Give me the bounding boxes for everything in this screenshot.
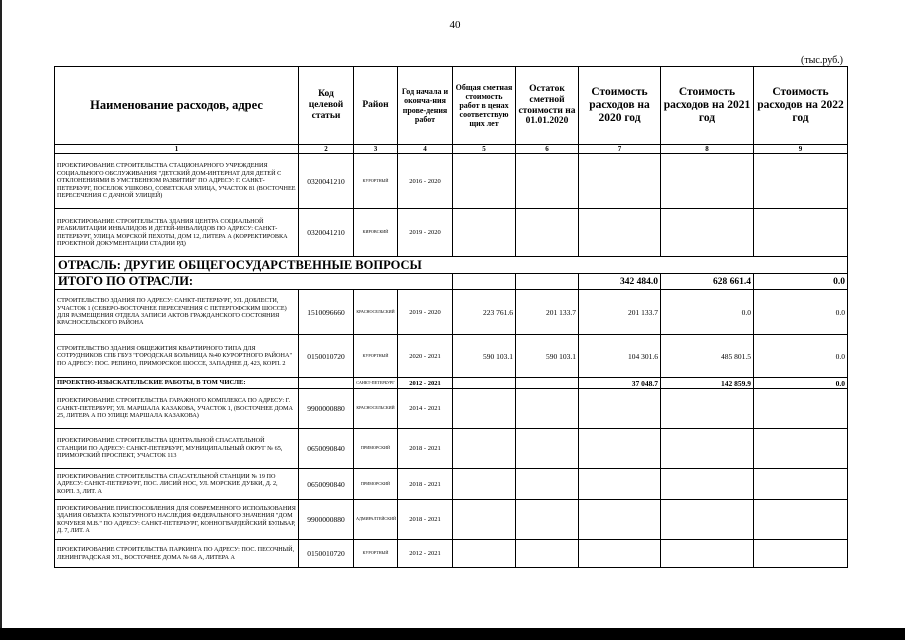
header-district: Район [354,67,398,145]
row-remaining [516,429,579,469]
header-remaining: Остаток сметной стоимости на 01.01.2020 [516,67,579,145]
table-row [55,389,848,429]
row-code: 0650090840 [299,469,354,500]
row-cost-2021: 0.0 [661,290,754,335]
row-cost-2020 [579,469,661,500]
industry-total-title: ИТОГО ПО ОТРАСЛИ: [55,274,453,290]
row-years: 2012 - 2021 [398,540,453,568]
row-district: КРАСНОСЕЛЬСКИЙ [354,389,398,429]
table-row [55,540,848,568]
row-district: КИРОВСКИЙ [354,209,398,257]
header-cost-2021: Стоимость расходов на 2021 год [661,67,754,145]
row-name: ПРОЕКТИРОВАНИЕ СТРОИТЕЛЬСТВА ПАРКИНГА ПО АДРЕСУ: ПОС. ПЕСОЧНЫЙ, ЛЕНИНГРАДСКАЯ УЛ., ВОСТОЧНЕЕ ДОМА № 68 А, ЛИТЕРА А [55,540,299,568]
row-total-cost [453,429,516,469]
row-remaining [516,389,579,429]
row-cost-2020: 201 133.7 [579,290,661,335]
subtotal-cost-2020: 37 048.7 [579,378,661,389]
table-row [55,335,848,378]
column-number: 1 [55,145,299,154]
row-total-cost [453,500,516,540]
row-name: ПРОЕКТИРОВАНИЕ СТРОИТЕЛЬСТВА СТАЦИОНАРНОГО УЧРЕЖДЕНИЯ СОЦИАЛЬНОГО ОБСЛУЖИВАНИЯ "ДЕТСКИЙ ДОМ-ИНТЕРНАТ ДЛЯ ДЕТЕЙ С ОТКЛОНЕНИЯМИ В УМСТВЕННОМ РАЗВИТИИ" ПО АДРЕСУ: Г. САНКТ-ПЕТЕРБУРГ, ПОСЕЛОК УШКОВО, СОВЕТСКАЯ УЛИЦА, УЧАСТОК 81 (ВОСТОЧНЕЕ ПЕРЕСЕЧЕНИЯ С ДАЧНОЙ УЛИЦЕЙ) [55,154,299,209]
row-name: СТРОИТЕЛЬСТВО ЗДАНИЯ ОБЩЕЖИТИЯ КВАРТИРНОГО ТИПА ДЛЯ СОТРУДНИКОВ СПБ ГБУЗ "ГОРОДСКАЯ БОЛЬНИЦА №40 КУРОРТНОГО РАЙОНА" ПО АДРЕСУ: ПОС. РЕПИНО, ПРИМОРСКОЕ ШОССЕ, ЗАПАДНЕЕ Д. 423, КОРП. 2 [55,335,299,378]
table-row [55,500,848,540]
column-number: 4 [398,145,453,154]
row-district: КУРОРТНЫЙ [354,540,398,568]
row-district: ПРИМОРСКИЙ [354,429,398,469]
row-remaining [516,469,579,500]
subtotal-cost-2022: 0.0 [754,378,848,389]
row-code: 1510096660 [299,290,354,335]
row-name: СТРОИТЕЛЬСТВО ЗДАНИЯ ПО АДРЕСУ: САНКТ-ПЕТЕРБУРГ, УЛ. ДОБЛЕСТИ, УЧАСТОК 1 (СЕВЕРО-ВОСТОЧНЕЕ ПЕРЕСЕЧЕНИЯ С ПЕТЕРГОФСКИМ ШОССЕ) ДЛЯ РАЗМЕЩЕНИЯ ОТДЕЛА ЗАПИСИ АКТОВ ГРАЖДАНСКОГО СОСТОЯНИЯ КРАСНОСЕЛЬСКОГО РАЙОНА [55,290,299,335]
page-number: 40 [449,19,461,31]
row-remaining: 201 133.7 [516,290,579,335]
column-number: 7 [579,145,661,154]
header-row [55,67,848,145]
row-cost-2022 [754,154,848,209]
row-cost-2021 [661,500,754,540]
row-cost-2020: 104 301.6 [579,335,661,378]
table-row [55,209,848,257]
industry-total-row [55,274,848,290]
industry-total-empty [453,274,516,290]
row-district: ПРИМОРСКИЙ [354,469,398,500]
scan-left-edge [0,0,2,628]
row-cost-2021: 485 801.5 [661,335,754,378]
row-cost-2021 [661,540,754,568]
units-label: (тыс.руб.) [800,55,843,66]
industry-total-2021: 628 661.4 [661,274,754,290]
scan-bottom-border [0,628,905,640]
row-cost-2022 [754,540,848,568]
row-name: ПРОЕКТИРОВАНИЕ СТРОИТЕЛЬСТВА ГАРАЖНОГО КОМПЛЕКСА ПО АДРЕСУ: Г. САНКТ-ПЕТЕРБУРГ, УЛ. МАРШАЛА КАЗАКОВА, УЧАСТОК 1, (ВОСТОЧНЕЕ ДОМА 25, ЛИТЕРА А ПО УЛИЦЕ МАРШАЛА КАЗАКОВА) [55,389,299,429]
subtotal-years: 2012 - 2021 [398,378,453,389]
column-number: 9 [754,145,848,154]
row-name: ПРОЕКТИРОВАНИЕ СТРОИТЕЛЬСТВА ЦЕНТРАЛЬНОЙ СПАСАТЕЛЬНОЙ СТАНЦИИ ПО АДРЕСУ: САНКТ-ПЕТЕРБУРГ, МУНИЦИПАЛЬНЫЙ ОКРУГ № 65, ПРИМОРСКИЙ ПРОСПЕКТ, УЧАСТОК 113 [55,429,299,469]
section-title: ОТРАСЛЬ: ДРУГИЕ ОБЩЕГОСУДАРСТВЕННЫЕ ВОПРОСЫ [55,257,848,274]
subtotal-code [299,378,354,389]
row-district: АДМИРАЛТЕЙСКИЙ [354,500,398,540]
row-cost-2021 [661,389,754,429]
row-cost-2022 [754,389,848,429]
row-total-cost [453,209,516,257]
row-cost-2021 [661,429,754,469]
row-cost-2021 [661,154,754,209]
column-number: 5 [453,145,516,154]
column-number: 6 [516,145,579,154]
row-remaining [516,540,579,568]
row-cost-2022 [754,429,848,469]
subtotal-cost-2021: 142 859.9 [661,378,754,389]
row-code: 0320041210 [299,209,354,257]
row-cost-2022: 0.0 [754,290,848,335]
row-name: ПРОЕКТИРОВАНИЕ СТРОИТЕЛЬСТВА СПАСАТЕЛЬНОЙ СТАНЦИИ № 19 ПО АДРЕСУ: САНКТ-ПЕТЕРБУРГ, ПОС. ЛИСИЙ НОС, УЛ. МОРСКИЕ ДУБКИ, Д. 2, КОРП. 3, ЛИТ. А [55,469,299,500]
row-total-cost: 223 761.6 [453,290,516,335]
header-name: Наименование расходов, адрес [55,67,299,145]
budget-table [54,66,848,568]
row-code: 0650090840 [299,429,354,469]
row-total-cost [453,540,516,568]
subtotal-total-cost [453,378,516,389]
row-cost-2020 [579,429,661,469]
row-total-cost [453,389,516,429]
header-cost-2020: Стоимость расходов на 2020 год [579,67,661,145]
row-total-cost [453,469,516,500]
section-row [55,257,848,274]
industry-total-empty [516,274,579,290]
row-remaining [516,209,579,257]
row-code: 9900000880 [299,500,354,540]
row-code: 0150010720 [299,335,354,378]
subtotal-remaining [516,378,579,389]
row-remaining [516,154,579,209]
row-code: 0150010720 [299,540,354,568]
row-remaining: 590 103.1 [516,335,579,378]
row-years: 2018 - 2021 [398,469,453,500]
row-years: 2014 - 2021 [398,389,453,429]
row-cost-2022 [754,209,848,257]
row-total-cost [453,154,516,209]
subtotal-row [55,378,848,389]
header-code: Код целевой статьи [299,67,354,145]
row-years: 2016 - 2020 [398,154,453,209]
row-years: 2018 - 2021 [398,429,453,469]
row-code: 9900000880 [299,389,354,429]
column-number: 8 [661,145,754,154]
industry-total-2020: 342 484.0 [579,274,661,290]
row-cost-2021 [661,209,754,257]
row-years: 2019 - 2020 [398,290,453,335]
row-district: КУРОРТНЫЙ [354,154,398,209]
industry-total-2022: 0.0 [754,274,848,290]
header-years: Год начала и оконча-ния прове-дения работ [398,67,453,145]
row-cost-2022 [754,469,848,500]
column-number: 2 [299,145,354,154]
row-total-cost: 590 103.1 [453,335,516,378]
table-row [55,429,848,469]
row-cost-2021 [661,469,754,500]
row-years: 2019 - 2020 [398,209,453,257]
subtotal-name: ПРОЕКТНО-ИЗЫСКАТЕЛЬСКИЕ РАБОТЫ, В ТОМ ЧИСЛЕ: [55,378,299,389]
row-district: КРАСНОСЕЛЬСКИЙ [354,290,398,335]
row-code: 0320041210 [299,154,354,209]
row-cost-2022 [754,500,848,540]
table-row [55,290,848,335]
row-name: ПРОЕКТИРОВАНИЕ ПРИСПОСОБЛЕНИЯ ДЛЯ СОВРЕМЕННОГО ИСПОЛЬЗОВАНИЯ ЗДАНИЯ ОБЪЕКТА КУЛЬТУРНОГО НАСЛЕДИЯ ФЕДЕРАЛЬНОГО ЗНАЧЕНИЯ "ДОМ КОЧУБЕЯ М.В." ПО АДРЕСУ: САНКТ-ПЕТЕРБУРГ, КОННОГВАРДЕЙСКИЙ БУЛЬВАР, Д. 7, ЛИТ. А [55,500,299,540]
subtotal-district: САНКТ-ПЕТЕРБУРГ [354,378,398,389]
table-row [55,469,848,500]
column-number-row [55,145,848,154]
table-row [55,154,848,209]
header-total-cost: Общая сметная стоимость работ в ценах соответствую щих лет [453,67,516,145]
row-cost-2020 [579,540,661,568]
row-cost-2020 [579,154,661,209]
row-cost-2022: 0.0 [754,335,848,378]
row-cost-2020 [579,500,661,540]
column-number: 3 [354,145,398,154]
row-district: КУРОРТНЫЙ [354,335,398,378]
row-name: ПРОЕКТИРОВАНИЕ СТРОИТЕЛЬСТВА ЗДАНИЯ ЦЕНТРА СОЦИАЛЬНОЙ РЕАБИЛИТАЦИИ ИНВАЛИДОВ И ДЕТЕЙ-ИНВАЛИДОВ ПО АДРЕСУ: САНКТ-ПЕТЕРБУРГ, УЛИЦА МОРСКОЙ ПЕХОТЫ, ДОМ 12, ЛИТЕРА А (КОРРЕКТИРОВКА ПРОЕКТНОЙ ДОКУМЕНТАЦИИ СТАДИИ РД) [55,209,299,257]
row-years: 2020 - 2021 [398,335,453,378]
row-cost-2020 [579,209,661,257]
row-years: 2018 - 2021 [398,500,453,540]
header-cost-2022: Стоимость расходов на 2022 год [754,67,848,145]
row-cost-2020 [579,389,661,429]
row-remaining [516,500,579,540]
